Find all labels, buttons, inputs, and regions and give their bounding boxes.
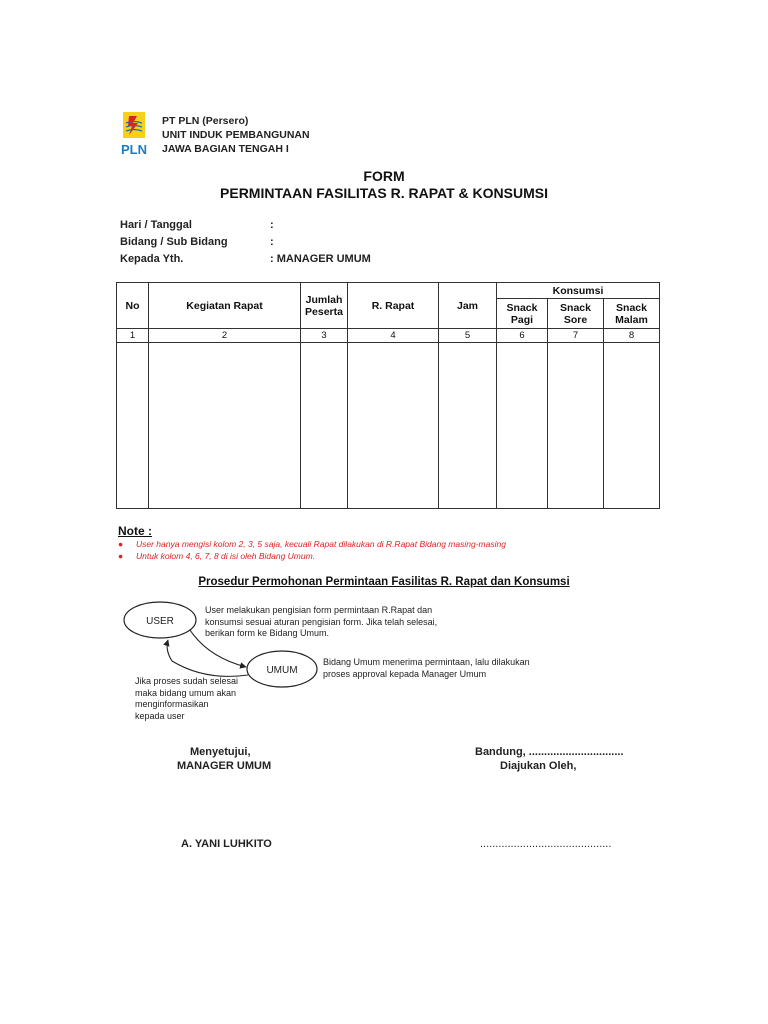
column-number: 5 [439,329,497,343]
pln-logo [116,111,152,157]
column-number: 2 [149,329,301,343]
field-value: : [270,219,274,231]
form-title: FORM [363,168,405,184]
user-step-text: User melakukan pengisian form permintaan R.Rapat dan konsumsi sesuai aturan pengisian form. Jika telah selesai, berikan form ke Bidang Umum. [205,605,438,638]
note-list [118,538,506,562]
arrow-umum-to-user [167,640,248,676]
header-snack-sore: Snack Sore [548,299,604,329]
entry-cell-jam [439,343,497,509]
entry-cell-kegiatan [149,343,301,509]
submitted-by-label: Diajukan Oleh, [500,760,577,772]
umum-node-label: UMUM [266,665,298,676]
column-number: 6 [497,329,548,343]
approver-title: MANAGER UMUM [177,760,272,772]
company-name [162,114,310,156]
entry-cell-rapat [348,343,439,509]
header-kegiatan: Kegiatan Rapat [149,283,301,329]
logo-text: PLN [121,142,147,157]
column-number: 4 [348,329,439,343]
header-snack-malam: Snack Malam [604,299,660,329]
header-ruang-rapat: R. Rapat [348,283,439,329]
field-value: : MANAGER UMUM [270,253,371,265]
place-date: Bandung, ............................... [475,746,624,758]
company-line-2: UNIT INDUK PEMBANGUNAN [162,129,310,141]
bullet-icon: ● [118,539,124,549]
request-table [116,282,660,509]
field-hari-tanggal [120,219,274,231]
entry-cell-jumlah [301,343,348,509]
entry-cell-snack-malam [604,343,660,509]
column-number: 1 [117,329,149,343]
note-heading: Note : [118,524,152,538]
return-step-text: Jika proses sudah selesai maka bidang umum akan menginformasikan kepada user [135,676,239,721]
procedure-title: Prosedur Permohonan Permintaan Fasilitas R. Rapat dan Konsumsi [198,576,570,588]
header-no: No [117,283,149,329]
field-value: : [270,236,274,248]
column-number: 7 [548,329,604,343]
header-konsumsi: Konsumsi [497,283,660,299]
bullet-icon: ● [118,551,124,561]
field-label: Kepada Yth. [120,253,184,265]
header-jumlah-peserta: Jumlah Peserta [301,283,348,329]
submitter-name-line: ........................................... [480,838,612,850]
entry-cell-snack-sore [548,343,604,509]
header-snack-pagi: Snack Pagi [497,299,548,329]
company-line-3: JAWA BAGIAN TENGAH I [162,143,289,155]
field-label: Bidang / Sub Bidang [120,236,228,248]
note-item: ● User hanya mengisi kolom 2, 3, 5 saja, kecuali Rapat dilakukan di R.Rapat Bidang masing-masing [118,539,506,549]
approval-label: Menyetujui, [190,746,251,758]
entry-cell-no [117,343,149,509]
column-number: 8 [604,329,660,343]
entry-cell-snack-pagi [497,343,548,509]
field-kepada [120,253,371,265]
field-label: Hari / Tanggal [120,219,192,231]
field-bidang [120,236,274,248]
approver-name: A. YANI LUHKITO [181,838,272,850]
header-jam: Jam [439,283,497,329]
umum-step-text: Bidang Umum menerima permintaan, lalu dilakukan proses approval kepada Manager Umum [323,657,530,679]
note-item: ● Untuk kolom 4, 6, 7, 8 di isi oleh Bidang Umum. [118,551,316,561]
company-line-1: PT PLN (Persero) [162,115,249,127]
user-node-label: USER [146,616,174,627]
form-subtitle: PERMINTAAN FASILITAS R. RAPAT & KONSUMSI [220,185,548,201]
column-number: 3 [301,329,348,343]
